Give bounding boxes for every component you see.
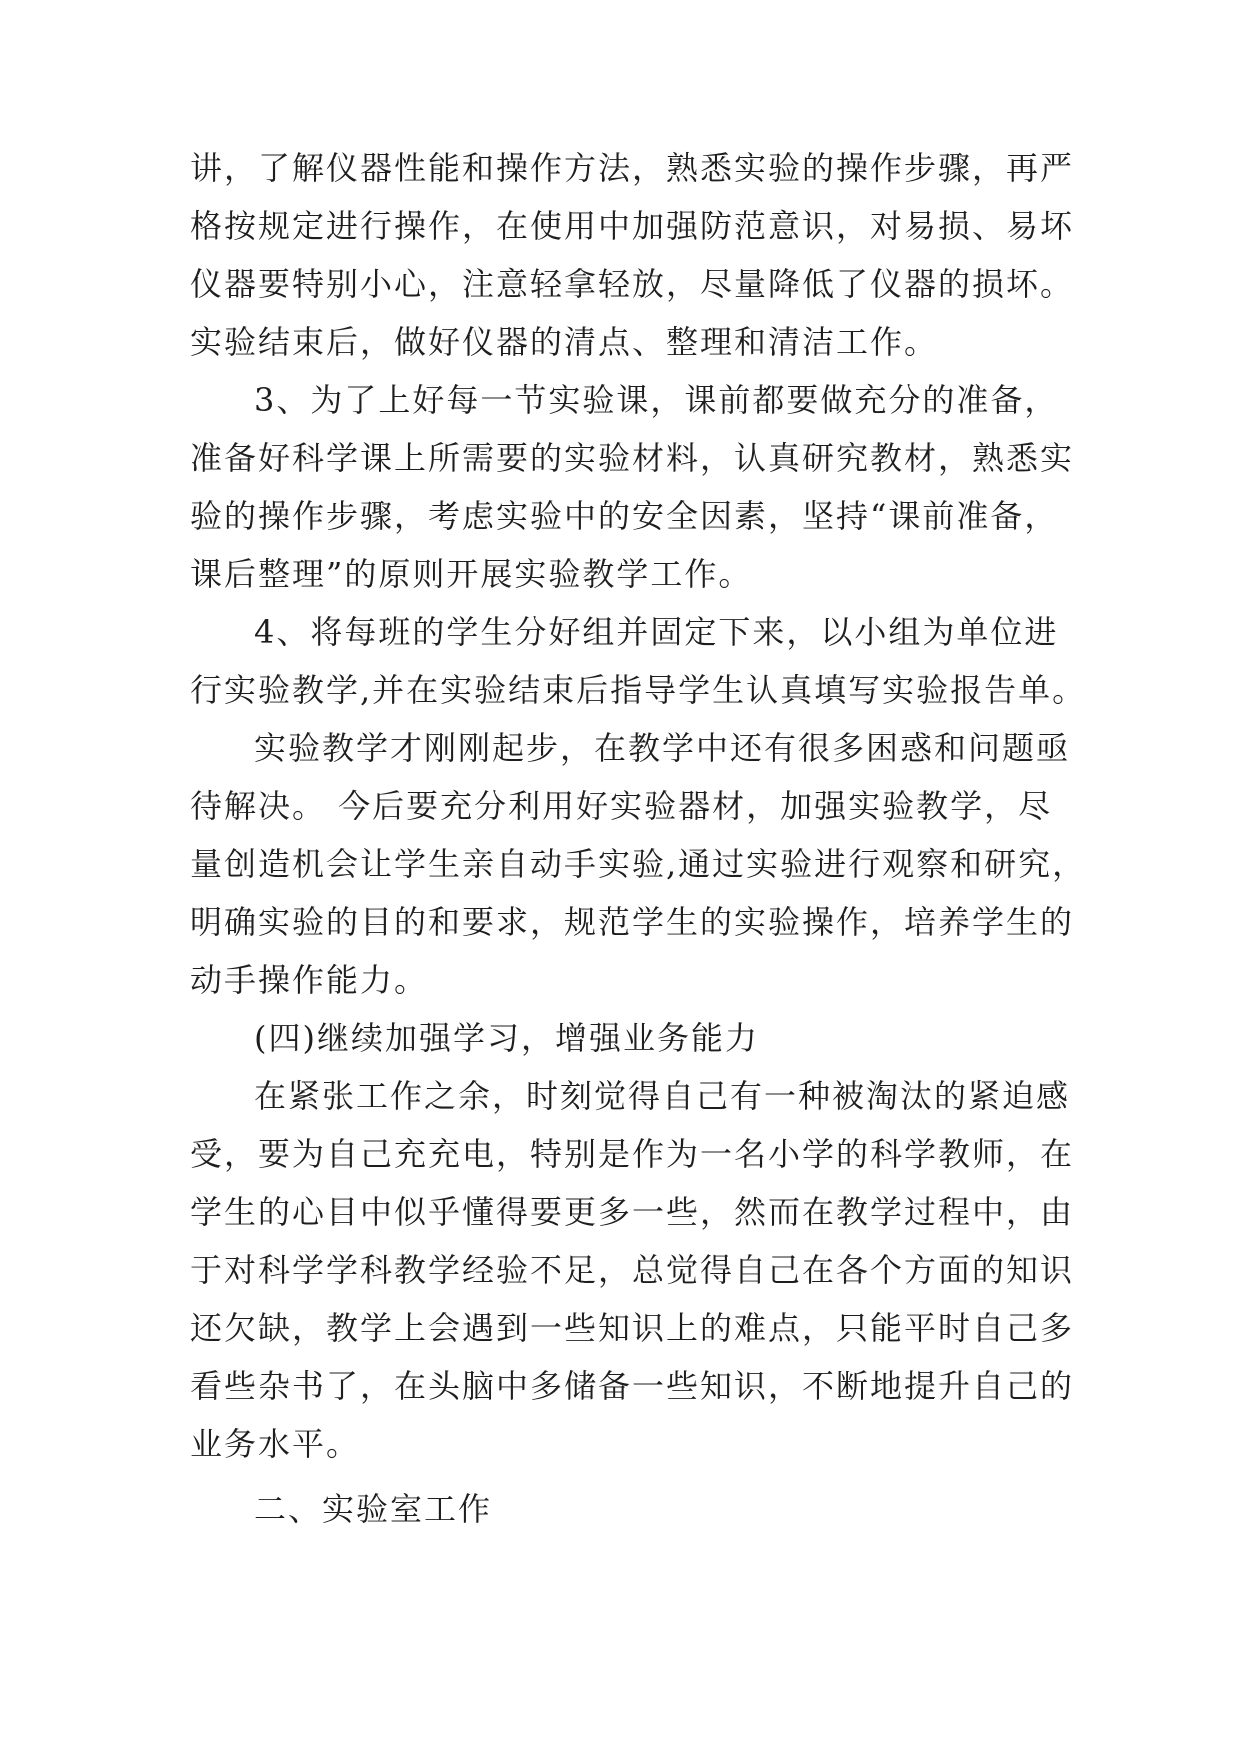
- text-line-12: 待解决。 今后要充分利用好实验器材，加强实验教学，尽: [190, 787, 1053, 825]
- text-line-18: 受，要为自己充充电，特别是作为一名小学的科学教师，在: [190, 1135, 1075, 1173]
- text-line-13: 量创造机会让学生亲自动手实验,通过实验进行观察和研究，: [190, 845, 1087, 883]
- text-line-6: 准备好科学课上所需要的实验材料，认真研究教材，熟悉实: [190, 439, 1075, 477]
- text-line-1: 讲，了解仪器性能和操作方法，熟悉实验的操作步骤，再严: [190, 149, 1075, 187]
- paragraph-3-start: 3、为了上好每一节实验课，课前都要做充分的准备，: [254, 381, 1059, 419]
- text-line-7: 验的操作步骤，考虑实验中的安全因素，坚持“课前准备，: [190, 497, 1059, 535]
- text-line-2: 格按规定进行操作，在使用中加强防范意识，对易损、易坏: [190, 207, 1075, 245]
- text-line-19: 学生的心目中似乎懂得要更多一些，然而在教学过程中，由: [190, 1193, 1075, 1231]
- paragraph-study-start: 在紧张工作之余，时刻觉得自己有一种被淘汰的紧迫感: [254, 1077, 1071, 1115]
- text-line-15: 动手操作能力。: [190, 961, 429, 999]
- text-line-20: 于对科学学科教学经验不足，总觉得自己在各个方面的知识: [190, 1251, 1075, 1289]
- text-line-10: 行实验教学,并在实验结束后指导学生认真填写实验报告单。: [190, 671, 1087, 709]
- text-line-21: 还欠缺，教学上会遇到一些知识上的难点，只能平时自己多: [190, 1309, 1075, 1347]
- paragraph-4-start: 4、将每班的学生分好组并固定下来，以小组为单位进: [254, 613, 1059, 651]
- text-line-4: 实验结束后，做好仪器的清点、整理和清洁工作。: [190, 323, 939, 361]
- text-line-14: 明确实验的目的和要求，规范学生的实验操作，培养学生的: [190, 903, 1075, 941]
- text-line-22: 看些杂书了，在头脑中多储备一些知识，不断地提升自己的: [190, 1367, 1075, 1405]
- text-line-8: 课后整理”的原则开展实验教学工作。: [190, 555, 753, 593]
- section-heading-lab-work: 二、实验室工作: [254, 1490, 493, 1528]
- text-line-23: 业务水平。: [190, 1425, 361, 1463]
- text-line-3: 仪器要特别小心，注意轻拿轻放，尽量降低了仪器的损坏。: [190, 265, 1075, 303]
- paragraph-summary-start: 实验教学才刚刚起步，在教学中还有很多困惑和问题亟: [254, 729, 1071, 767]
- section-heading-four: (四)继续加强学习，增强业务能力: [254, 1019, 759, 1057]
